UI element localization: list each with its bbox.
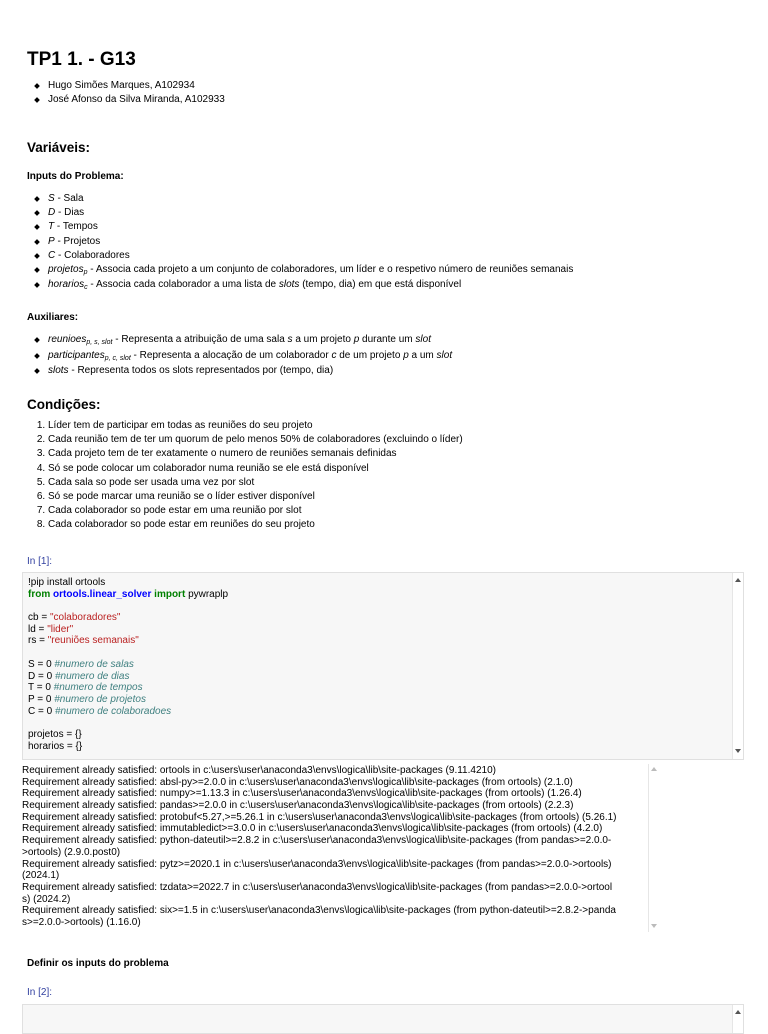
cell-2-prompt: In [2]: [27, 987, 53, 998]
auxiliares-list [27, 333, 452, 380]
list-item: 1. Líder tem de participar em todas as reuniões do seu projeto [48, 419, 463, 433]
output-line: Requirement already satisfied: six>=1.5 in c:\users\user\anaconda3\envs\logica\lib\site-packages (from python-dateutil>=2.8.2->panda [22, 905, 616, 917]
list-item: 8. Cada colaborador so pode estar em reuniões do seu projeto [48, 518, 463, 532]
page-title: TP1 1. - G13 [27, 49, 136, 70]
output-line: Requirement already satisfied: ortools in c:\users\user\anaconda3\envs\logica\lib\site-packages (9.11.4210) [22, 765, 496, 776]
inputs-heading: Inputs do Problema: [27, 171, 124, 182]
output-scrollbar[interactable] [648, 764, 659, 932]
output-line: Requirement already satisfied: python-dateutil>=2.8.2 in c:\users\user\anaconda3\envs\logica\lib\site-packages (from pandas>=2.0.0- [22, 835, 612, 847]
output-line: s>=2.0.0->ortools) (1.16.0) [22, 916, 141, 928]
list-item: 7. Cada colaborador so pode estar em uma reunião por slot [48, 504, 463, 518]
output-line: (2024.1) [22, 870, 60, 882]
code-line: cb = "colaboradores" [28, 612, 121, 624]
code-line: from ortools.linear_solver import pywraplp [28, 588, 229, 600]
code-line: T = 0 #numero de tempos [28, 682, 143, 694]
cell-1-prompt: In [1]: [27, 556, 53, 567]
list-item: slots - Representa todos os slots representados por (tempo, dia) [48, 364, 452, 380]
list-item: 3. Cada projeto tem de ter exatamente o numero de reuniões semanais definidas [48, 447, 463, 461]
scroll-up-icon[interactable] [735, 578, 741, 582]
list-item: participantes$_{p, c, slot}$ - Representa a alocação de um colaborador c de um projeto p a um slot [48, 349, 452, 365]
auxiliares-heading: Auxiliares: [27, 312, 79, 323]
output-line: Requirement already satisfied: pandas>=2.0.0 in c:\users\user\anaconda3\envs\logica\lib\site-packages (from ortools) (2.2.3) [22, 800, 574, 812]
scroll-down-icon[interactable] [735, 749, 741, 753]
code-line: C = 0 #numero de colaboradoes [28, 705, 172, 717]
scroll-up-icon[interactable] [735, 1010, 741, 1014]
output-line: s) (2024.2) [22, 893, 71, 905]
list-item: 2. Cada reunião tem de ter um quorum de pelo menos 50% de colaboradores (excluindo o líder) [48, 433, 463, 447]
output-cell-1 [22, 765, 658, 933]
code-cell-1[interactable] [22, 572, 744, 760]
list-item: Hugo Simões Marques, A102934 [48, 79, 225, 93]
code-scrollbar[interactable] [732, 1005, 743, 1033]
list-item: S - Sala [48, 192, 573, 206]
scroll-up-icon[interactable] [651, 767, 657, 771]
list-item: 4. Só se pode colocar um colaborador numa reunião se ele está disponível [48, 462, 463, 476]
list-item: 5. Cada sala so pode ser usada uma vez por slot [48, 476, 463, 490]
output-line: Requirement already satisfied: pytz>=2020.1 in c:\users\user\anaconda3\envs\logica\lib\site-packages (from pandas>=2.0.0->ortools) [22, 858, 612, 870]
code-line: ld = "lider" [28, 623, 74, 635]
list-item: José Afonso da Silva Miranda, A102933 [48, 93, 225, 107]
list-item: T - Tempos [48, 220, 573, 234]
code-cell-2[interactable] [22, 1004, 744, 1034]
code-line: projetos = {} [28, 728, 82, 740]
list-item: C - Colaboradores [48, 249, 573, 263]
output-line: Requirement already satisfied: immutabledict>=3.0.0 in c:\users\user\anaconda3\envs\logica\lib\site-packages (from ortools) (4.2.0) [22, 823, 603, 835]
output-line: Requirement already satisfied: numpy>=1.13.3 in c:\users\user\anaconda3\envs\logica\lib\site-packages (from ortools) (1.26.4) [22, 788, 582, 800]
output-line: Requirement already satisfied: protobuf<5.27,>=5.26.1 in c:\users\user\anaconda3\envs\logica\lib\site-packages (from ortools) (5.26.1) [22, 811, 617, 823]
output-line: Requirement already satisfied: tzdata>=2022.7 in c:\users\user\anaconda3\envs\logica\lib\site-packages (from pandas>=2.0.0->ortool [22, 881, 613, 893]
code-line: S = 0 #numero de salas [28, 658, 134, 670]
scroll-down-icon[interactable] [651, 924, 657, 928]
code-line: rs = "reuniões semanais" [28, 635, 139, 647]
inputs-list [27, 192, 573, 294]
code-line: D = 0 #numero de dias [28, 670, 130, 682]
list-item: horarios$_c$ - Associa cada colaborador a uma lista de slots (tempo, dia) em que está disponível [48, 278, 573, 294]
conditions-list [27, 419, 463, 533]
variables-heading: Variáveis: [27, 140, 91, 155]
code-scrollbar[interactable] [732, 573, 743, 759]
list-item: D - Dias [48, 206, 573, 220]
code-line: horarios = {} [28, 740, 83, 752]
output-line: >ortools) (2.9.0.post0) [22, 846, 121, 858]
list-item: projetos$_p$ - Associa cada projeto a um conjunto de colaboradores, um líder e o respetivo número de reuniões semanais [48, 263, 573, 279]
code-line: !pip install ortools [28, 577, 106, 588]
define-inputs-heading: Definir os inputs do problema [27, 958, 169, 969]
list-item: 6. Só se pode marcar uma reunião se o líder estiver disponível [48, 490, 463, 504]
list-item: reunioes$_{p, s, slot}$ - Representa a atribuição de uma sala s a um projeto p durante um slot [48, 333, 452, 349]
output-line: Requirement already satisfied: absl-py>=2.0.0 in c:\users\user\anaconda3\envs\logica\lib\site-packages (from ortools) (2.1.0) [22, 776, 573, 788]
code-line: P = 0 #numero de projetos [28, 693, 146, 705]
authors-list [27, 79, 225, 107]
conditions-heading: Condições: [27, 397, 101, 412]
list-item: P - Projetos [48, 235, 573, 249]
